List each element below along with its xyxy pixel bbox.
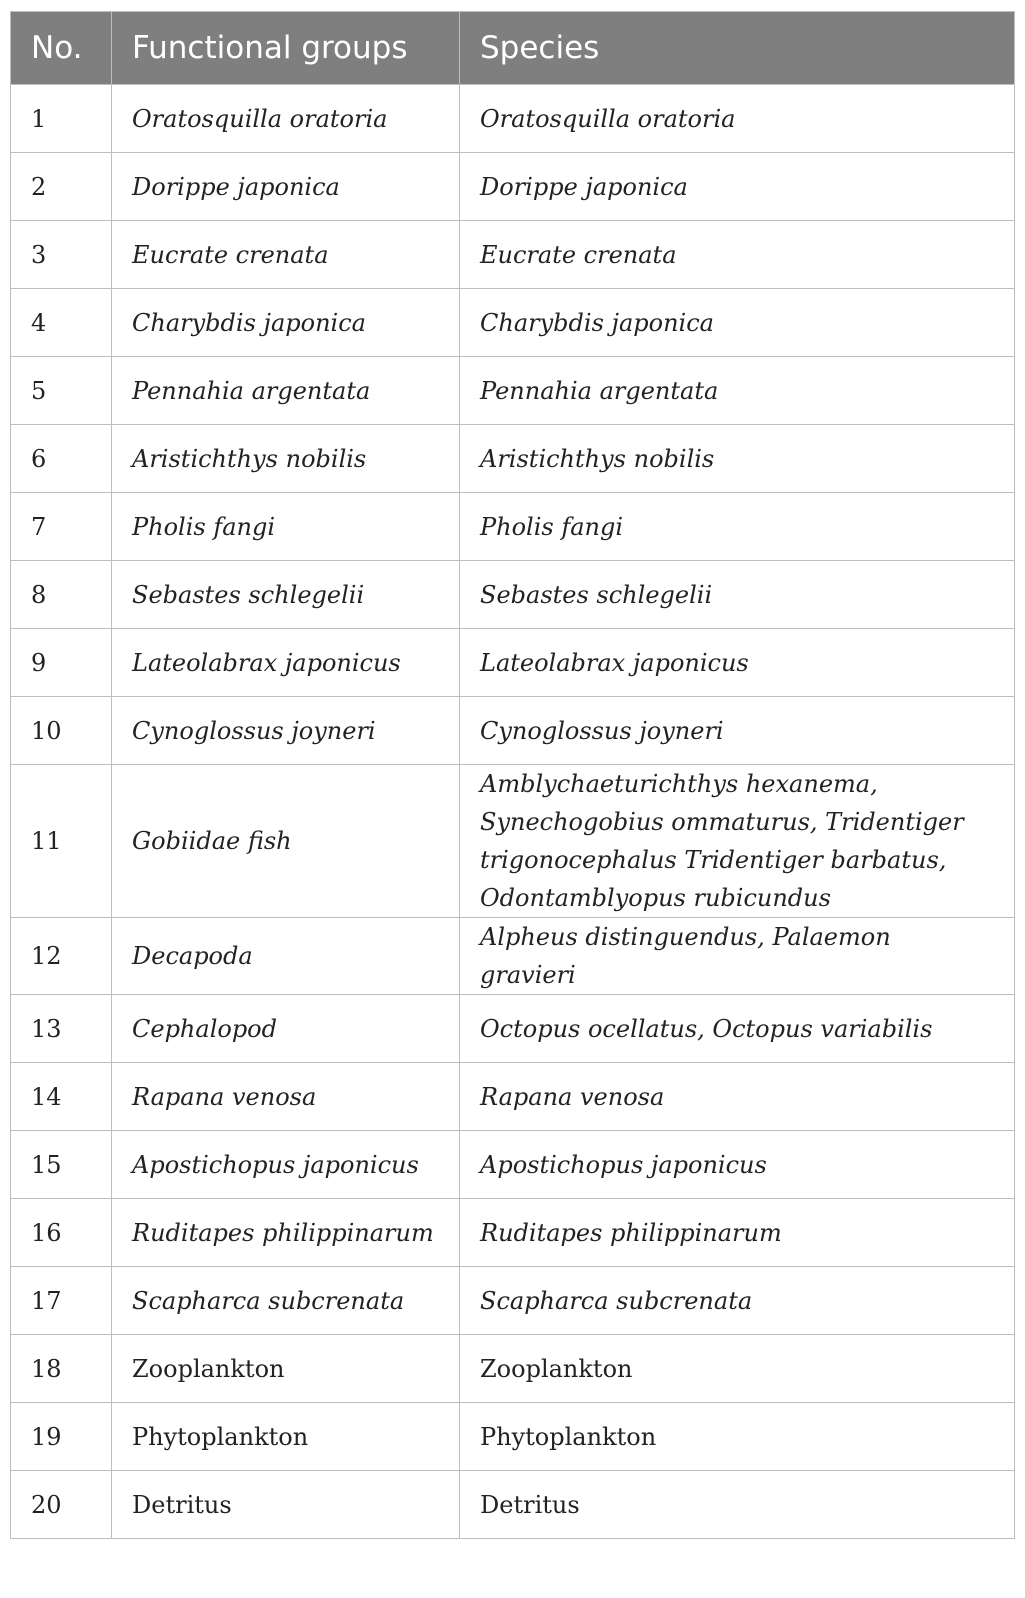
table-row	[11, 85, 1015, 153]
cell-functional-group: Pholis fangi	[112, 493, 460, 561]
cell-functional-group: Zooplankton	[112, 1335, 460, 1403]
table-row	[11, 1199, 1015, 1267]
cell-functional-group: Ruditapes philippinarum	[112, 1199, 460, 1267]
cell-species: Lateolabrax japonicus	[460, 629, 1015, 697]
cell-species: Alpheus distinguendus, Palaemon gravieri	[460, 918, 1015, 995]
cell-functional-group: Sebastes schlegelii	[112, 561, 460, 629]
cell-no: 10	[11, 697, 112, 765]
cell-no: 15	[11, 1131, 112, 1199]
cell-functional-group: Cephalopod	[112, 995, 460, 1063]
cell-species: Zooplankton	[460, 1335, 1015, 1403]
cell-species: Apostichopus japonicus	[460, 1131, 1015, 1199]
cell-no: 8	[11, 561, 112, 629]
cell-species: Amblychaeturichthys hexanema, Synechogobius ommaturus, Tridentiger trigonocephalus Tridentiger barbatus, Odontamblyopus rubicundus	[460, 765, 1015, 918]
cell-species: Scapharca subcrenata	[460, 1267, 1015, 1335]
table-row	[11, 1335, 1015, 1403]
table-row	[11, 425, 1015, 493]
cell-no: 4	[11, 289, 112, 357]
cell-species: Ruditapes philippinarum	[460, 1199, 1015, 1267]
cell-species: Pholis fangi	[460, 493, 1015, 561]
cell-no: 20	[11, 1471, 112, 1539]
cell-functional-group: Lateolabrax japonicus	[112, 629, 460, 697]
table-row	[11, 221, 1015, 289]
cell-functional-group: Charybdis japonica	[112, 289, 460, 357]
cell-no: 17	[11, 1267, 112, 1335]
cell-no: 5	[11, 357, 112, 425]
cell-no: 9	[11, 629, 112, 697]
cell-functional-group: Dorippe japonica	[112, 153, 460, 221]
table-row	[11, 561, 1015, 629]
table-row	[11, 697, 1015, 765]
table-row	[11, 493, 1015, 561]
cell-functional-group: Apostichopus japonicus	[112, 1131, 460, 1199]
cell-functional-group: Detritus	[112, 1471, 460, 1539]
cell-species: Octopus ocellatus, Octopus variabilis	[460, 995, 1015, 1063]
cell-species: Cynoglossus joyneri	[460, 697, 1015, 765]
species-table	[10, 11, 1015, 1539]
table-row	[11, 995, 1015, 1063]
cell-no: 3	[11, 221, 112, 289]
cell-functional-group: Aristichthys nobilis	[112, 425, 460, 493]
cell-no: 12	[11, 918, 112, 995]
cell-functional-group: Scapharca subcrenata	[112, 1267, 460, 1335]
table-row	[11, 765, 1015, 918]
cell-species: Detritus	[460, 1471, 1015, 1539]
cell-functional-group: Phytoplankton	[112, 1403, 460, 1471]
table-header-row	[11, 12, 1015, 85]
cell-functional-group: Cynoglossus joyneri	[112, 697, 460, 765]
table-row	[11, 1471, 1015, 1539]
table-row	[11, 153, 1015, 221]
cell-functional-group: Rapana venosa	[112, 1063, 460, 1131]
cell-functional-group: Eucrate crenata	[112, 221, 460, 289]
cell-species: Dorippe japonica	[460, 153, 1015, 221]
cell-no: 18	[11, 1335, 112, 1403]
table-row	[11, 918, 1015, 995]
cell-no: 1	[11, 85, 112, 153]
table-row	[11, 1063, 1015, 1131]
cell-no: 16	[11, 1199, 112, 1267]
cell-species: Phytoplankton	[460, 1403, 1015, 1471]
cell-no: 6	[11, 425, 112, 493]
cell-no: 13	[11, 995, 112, 1063]
header-species: Species	[460, 12, 1015, 85]
table-row	[11, 289, 1015, 357]
header-functional-groups: Functional groups	[112, 12, 460, 85]
cell-no: 2	[11, 153, 112, 221]
cell-species: Eucrate crenata	[460, 221, 1015, 289]
table-row	[11, 1267, 1015, 1335]
cell-species: Pennahia argentata	[460, 357, 1015, 425]
table-row	[11, 1403, 1015, 1471]
cell-no: 14	[11, 1063, 112, 1131]
cell-species: Rapana venosa	[460, 1063, 1015, 1131]
cell-functional-group: Pennahia argentata	[112, 357, 460, 425]
cell-no: 7	[11, 493, 112, 561]
table-row	[11, 357, 1015, 425]
header-no: No.	[11, 12, 112, 85]
cell-species: Sebastes schlegelii	[460, 561, 1015, 629]
table-row	[11, 1131, 1015, 1199]
cell-species: Charybdis japonica	[460, 289, 1015, 357]
cell-no: 19	[11, 1403, 112, 1471]
cell-species: Aristichthys nobilis	[460, 425, 1015, 493]
cell-functional-group: Decapoda	[112, 918, 460, 995]
cell-species: Oratosquilla oratoria	[460, 85, 1015, 153]
cell-functional-group: Gobiidae fish	[112, 765, 460, 918]
table-row	[11, 629, 1015, 697]
cell-no: 11	[11, 765, 112, 918]
cell-functional-group: Oratosquilla oratoria	[112, 85, 460, 153]
